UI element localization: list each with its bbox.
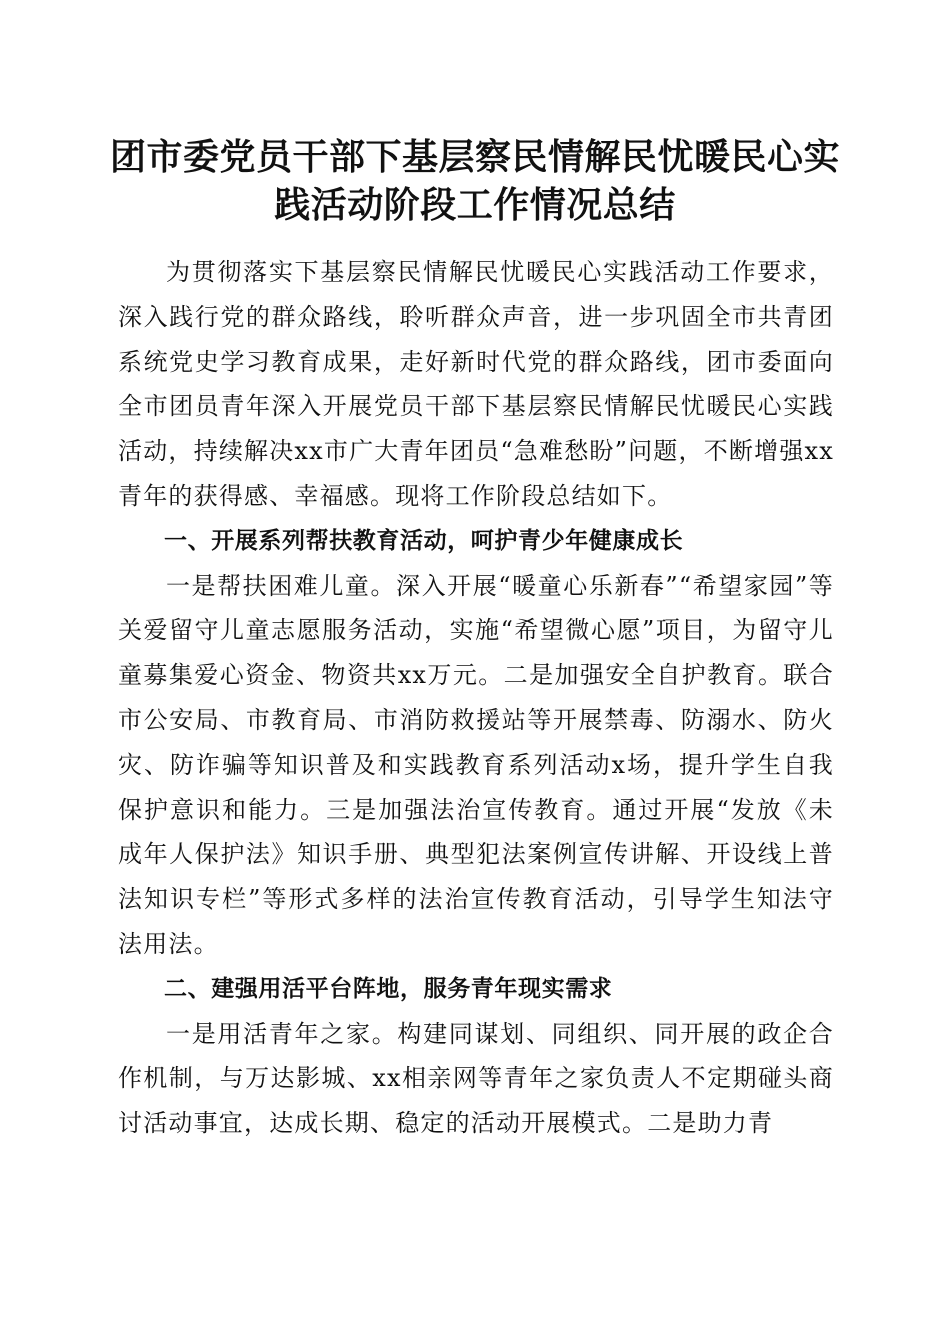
- document-title-line-1: 团市委党员干部下基层察民情解民忧暖民心实: [109, 137, 840, 178]
- document-title: [100, 134, 850, 230]
- document-title-line-2: 践活动阶段工作情况总结: [274, 185, 676, 226]
- section-2-paragraph: 一是用活青年之家。构建同谋划、同组织、同开展的政企合作机制，与万达影城、xx相亲网等青年之家负责人不定期碰头商讨活动事宜，达成长期、稳定的活动开展模式。二是助力青: [118, 1019, 834, 1138]
- section-1-paragraph: 一是帮扶困难儿童。深入开展“暖童心乐新春”“希望家园”等关爱留守儿童志愿服务活动，实施“希望微心愿”项目，为留守儿童募集爱心资金、物资共xx万元。二是加强安全自护教育。联合市公安局、市教育局、市消防救援站等开展禁毒、防溺水、防火灾、防诈骗等知识普及和实践教育系列活动x场，提升学生自我保护意识和能力。三是加强法治宣传教育。通过开展“发放《未成年人保护法》知识手册、典型犯法案例宣传讲解、开设线上普法知识专栏”等形式多样的法治宣传教育活动，引导学生知法守法用法。: [118, 571, 834, 958]
- intro-paragraph: 为贯彻落实下基层察民情解民忧暖民心实践活动工作要求，深入践行党的群众路线，聆听群众声音，进一步巩固全市共青团系统党史学习教育成果，走好新时代党的群众路线，团市委面向全市团员青年深入开展党员干部下基层察民情解民忧暖民心实践活动，持续解决xx市广大青年团员“急难愁盼”问题，不断增强xx青年的获得感、幸福感。现将工作阶段总结如下。: [118, 258, 834, 510]
- section-1-heading: 一、开展系列帮扶教育活动，呵护青少年健康成长: [164, 527, 684, 554]
- document-body: [118, 250, 834, 1146]
- section-2-heading: 二、建强用活平台阵地，服务青年现实需求: [164, 975, 613, 1002]
